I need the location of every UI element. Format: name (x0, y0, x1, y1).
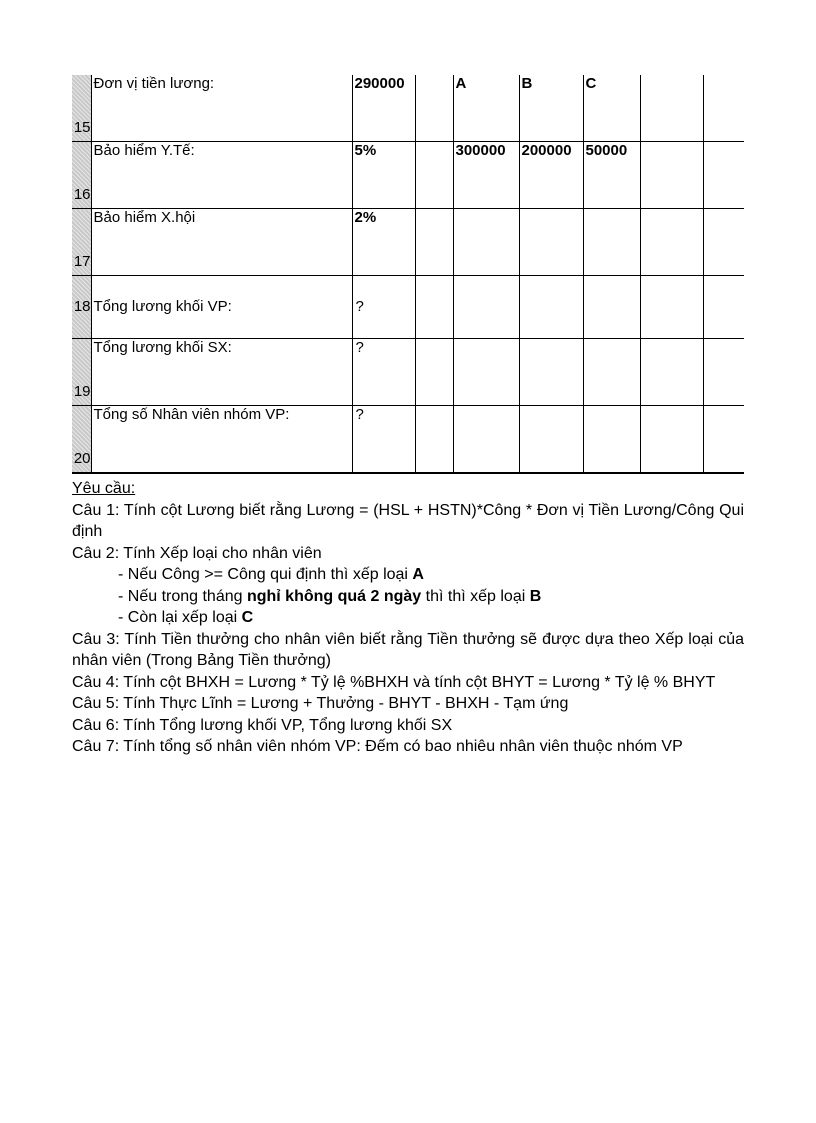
row-label[interactable]: Tổng số Nhân viên nhóm VP: (91, 406, 352, 474)
row-value[interactable]: ? (352, 276, 415, 339)
empty-cell[interactable] (640, 142, 703, 209)
sheet-row (72, 209, 744, 276)
col-c-cell[interactable] (583, 209, 640, 276)
row-number[interactable]: 15 (72, 75, 91, 142)
col-a-cell[interactable]: 300000 (453, 142, 519, 209)
row-label[interactable]: Đơn vị tiền lương: (91, 75, 352, 142)
question-2-rule-c (72, 607, 744, 629)
empty-cell[interactable] (703, 339, 744, 406)
col-b-cell[interactable] (519, 209, 583, 276)
empty-cell[interactable] (415, 209, 453, 276)
col-c-cell[interactable] (583, 339, 640, 406)
empty-cell[interactable] (640, 75, 703, 142)
empty-cell[interactable] (415, 339, 453, 406)
rule-c-text: - Còn lại xếp loại (118, 609, 242, 626)
row-value[interactable]: 290000 (352, 75, 415, 142)
sheet-row (72, 142, 744, 209)
question-4: Câu 4: Tính cột BHXH = Lương * Tỷ lệ %BHXH và tính cột BHYT = Lương * Tỷ lệ % BHYT (72, 673, 716, 691)
empty-cell[interactable] (703, 406, 744, 474)
col-b-cell[interactable] (519, 339, 583, 406)
empty-cell[interactable] (640, 339, 703, 406)
empty-cell[interactable] (415, 142, 453, 209)
col-a-cell[interactable] (453, 339, 519, 406)
col-c-cell[interactable] (583, 276, 640, 339)
question-2-rule-b (72, 586, 744, 608)
row-number[interactable]: 20 (72, 406, 91, 474)
col-b-cell[interactable]: B (519, 75, 583, 142)
empty-cell[interactable] (415, 75, 453, 142)
col-c-cell[interactable] (583, 406, 640, 474)
row-label[interactable]: Bảo hiểm X.hội (91, 209, 352, 276)
grade-b: B (529, 587, 542, 605)
rule-b-post: thì thì xếp loại (421, 587, 530, 605)
sheet-row (72, 406, 744, 474)
rule-b-pre: - Nếu trong tháng (118, 587, 247, 605)
row-value[interactable]: 5% (352, 142, 415, 209)
question-7: Câu 7: Tính tổng số nhân viên nhóm VP: Đếm có bao nhiêu nhân viên thuộc nhóm VP (72, 738, 683, 755)
col-a-cell[interactable] (453, 406, 519, 474)
col-a-cell[interactable] (453, 209, 519, 276)
requirements-title: Yêu cầu: (72, 480, 136, 497)
row-number[interactable]: 18 (72, 276, 91, 339)
col-c-cell[interactable]: 50000 (583, 142, 640, 209)
requirements-section (72, 478, 744, 758)
rule-b-bold: nghỉ không quá 2 ngày (246, 587, 422, 605)
empty-cell[interactable] (640, 276, 703, 339)
col-b-cell[interactable]: 200000 (519, 142, 583, 209)
sheet-row (72, 75, 744, 142)
col-c-cell[interactable]: C (583, 75, 640, 142)
row-label[interactable]: Tổng lương khối SX: (91, 339, 352, 406)
sheet-row (72, 276, 744, 339)
question-6: Câu 6: Tính Tổng lương khối VP, Tổng lương khối SX (72, 716, 453, 734)
grade-a: A (412, 566, 424, 583)
row-label[interactable]: Bảo hiểm Y.Tế: (91, 142, 352, 209)
spreadsheet-table (72, 75, 744, 474)
grade-c: C (241, 609, 254, 626)
row-number[interactable]: 17 (72, 209, 91, 276)
empty-cell[interactable] (640, 406, 703, 474)
row-value[interactable]: ? (352, 406, 415, 474)
row-number[interactable]: 16 (72, 142, 91, 209)
empty-cell[interactable] (415, 406, 453, 474)
row-number[interactable]: 19 (72, 339, 91, 406)
question-2: Câu 2: Tính Xếp loại cho nhân viên (72, 544, 322, 562)
question-1: Câu 1: Tính cột Lương biết rằng Lương = (HSL + HSTN)*Công * Đơn vị Tiền Lương/Công Qui định (72, 501, 744, 540)
empty-cell[interactable] (703, 209, 744, 276)
col-a-cell[interactable] (453, 276, 519, 339)
rule-a-text: - Nếu Công >= Công qui định thì xếp loại (118, 566, 413, 583)
empty-cell[interactable] (703, 75, 744, 142)
empty-cell[interactable] (703, 276, 744, 339)
row-value[interactable]: 2% (352, 209, 415, 276)
col-b-cell[interactable] (519, 276, 583, 339)
sheet-row (72, 339, 744, 406)
empty-cell[interactable] (415, 276, 453, 339)
row-value[interactable]: ? (352, 339, 415, 406)
col-a-cell[interactable]: A (453, 75, 519, 142)
question-3: Câu 3: Tính Tiền thưởng cho nhân viên biết rằng Tiền thưởng sẽ được dựa theo Xếp loại của nhân viên (Trong Bảng Tiền thưởng) (72, 630, 744, 669)
empty-cell[interactable] (703, 142, 744, 209)
col-b-cell[interactable] (519, 406, 583, 474)
question-5: Câu 5: Tính Thực Lĩnh = Lương + Thưởng - BHYT - BHXH - Tạm ứng (72, 695, 569, 712)
row-label[interactable]: Tổng lương khối VP: (91, 276, 352, 339)
question-2-rule-a (72, 564, 744, 586)
empty-cell[interactable] (640, 209, 703, 276)
